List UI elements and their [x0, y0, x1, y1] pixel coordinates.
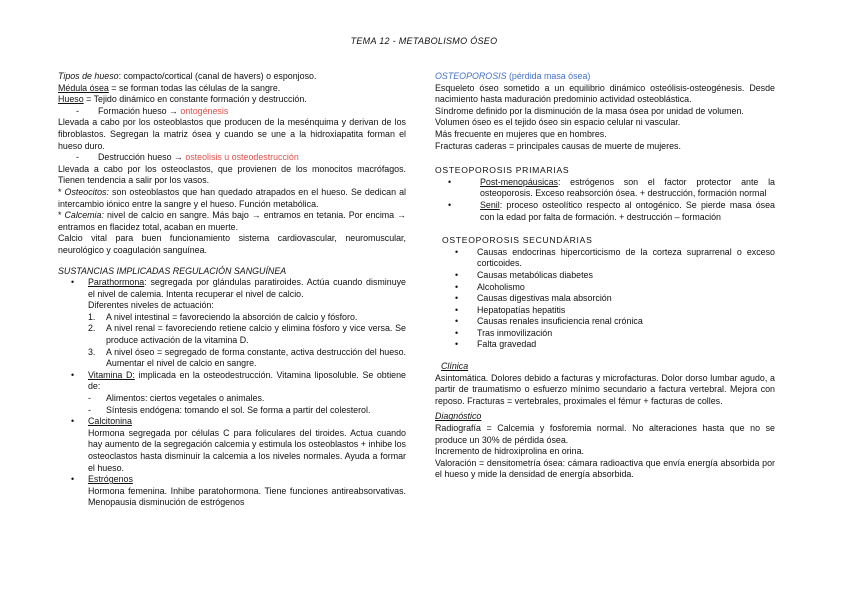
list-item: • Causas metabólicas diabetes: [435, 270, 775, 282]
senil-text: : proceso osteolítico respecto al ontogénico. Se pierde masa ósea con la edad por falta de formación. + destrucción – formación: [480, 199, 775, 222]
osteocitos-label: Osteocitos:: [64, 186, 109, 197]
list-item-estrogenos: [58, 474, 406, 509]
list-item-calcitonina: [58, 416, 406, 474]
osteocitos-note: [58, 187, 406, 210]
vitamina-d-label: Vitamina D:: [88, 369, 135, 380]
diag-line: Incremento de hidroxiprolina en orina.: [435, 446, 584, 457]
primarias-heading: OSTEOPOROSIS PRIMARIAS: [435, 165, 570, 176]
osteo-line: Más frecuente en mujeres que en hombres.: [435, 128, 607, 139]
postmeno-label: Post-menopáusicas: [480, 176, 558, 187]
osteo-line: Fracturas caderas = principales causas de muerte de mujeres.: [435, 140, 681, 151]
item-number: 1.: [88, 311, 96, 322]
osteo-line: Volumen óseo es el tejido óseo sin espacio celular ni vascular.: [435, 117, 681, 128]
niveles-label: Diferentes niveles de actuación:: [88, 300, 214, 311]
nivel-item: [58, 323, 406, 346]
formacion-label: Formación hueso →: [98, 105, 181, 116]
nivel-item: [58, 312, 406, 324]
note-star: *: [58, 210, 65, 221]
osteo-line: Esqueleto óseo sometido a un equilibrio dinámico osteólisis-osteogénesis. Desde nacimiento hasta maduración predominio actividad osteoblástica.: [435, 82, 775, 105]
list-item: • Alcoholismo: [435, 282, 775, 294]
parathormona-label: Parathormona: [88, 277, 145, 288]
clinica-text: Asintomática. Dolores debido a facturas y microfacturas. Dolor dorso lumbar agudo, a partir de traumatismo o esfuerzo mínimo secundario a factura vertebral. Mejora con reposo. Fracturas = vertebrales, proximales el fémur + facturas de colles.: [435, 372, 775, 406]
medula-osea: [58, 83, 406, 95]
nivel-item: [58, 347, 406, 370]
sustancias-list: [58, 277, 406, 509]
item-text: A nivel intestinal = favoreciendo la absorción de calcio y fósforo.: [106, 311, 358, 322]
calcemia-note: [58, 210, 406, 233]
formacion-desc: Llevada a cabo por los osteoblastos que producen de la mesénquima y derivan de los fibroblastos. Segregan la matriz ósea y cuando se une a la hidroxiapatita forman el hueso duro.: [58, 117, 406, 151]
osteocitos-text: son osteoblastos que han quedado atrapados en el hueso. Se dedican al intercambio iónico entre la sangre y el hueso. Función metabólica.: [58, 186, 406, 209]
tipos-label: Tipos de hueso: [58, 71, 119, 81]
osteoporosis-title: OSTEOPOROSIS: [435, 71, 507, 81]
diagnostico-heading: Diagnóstico: [435, 411, 482, 422]
destruccion-desc: Llevada a cabo por los osteoclastos, que provienen de los monocitos macrófagos. Tienen tendencia a salir por los vasos.: [58, 163, 406, 186]
left-column: [58, 71, 406, 509]
tipos-text: : compacto/cortical (canal de havers) o esponjoso.: [118, 71, 317, 81]
senil-label: Senil: [480, 199, 500, 210]
clinica-heading: Clínica: [441, 361, 469, 372]
calcio-text: Calcio vital para buen funcionamiento sistema cardiovascular, neuromuscular, neurológico y coagulación sanguínea.: [58, 233, 406, 255]
list-item: • Hepatopatías hepatitis: [435, 305, 775, 317]
item-text: A nivel óseo = segregado de forma constante, activa destrucción del hueso. Aumentar el nivel de calcio en sangre.: [106, 346, 406, 369]
parathormona-text: : segregada por glándulas paratiroides. Actúa cuando disminuye el nivel de calemia. Intenta recuperar el nivel de calcio.: [88, 277, 406, 299]
sustancias-heading: SUSTANCIAS IMPLICADAS REGULACIÓN SANGUÍNEA: [58, 265, 287, 276]
estrogenos-label: Estrógenos: [88, 474, 133, 485]
destruccion-term: osteolisis u osteodestrucción: [185, 152, 299, 163]
postmeno-text: : estrógenos son el factor protector ante la osteoporosis. Exceso reabsorción ósea. + destrucción, formación normal: [480, 176, 775, 199]
secundarias-list: [435, 247, 775, 351]
list-item: • Causas digestivas mala absorción: [435, 293, 775, 305]
primarias-list: [435, 177, 775, 223]
calcemia-label: Calcemia:: [64, 210, 104, 221]
hueso-def: [58, 94, 406, 106]
calcitonina-text: Hormona segregada por células C para foliculares del tiroides. Actua cuando hay aumento de la segregación calcemia y estimula los osteoblastos + inhibe los osteoclastos hasta disminuir la calcemia a los niveles normales. Ayuda a formar el hueso.: [88, 427, 406, 473]
osteoporosis-heading: [435, 71, 775, 83]
item-number: 2.: [88, 323, 96, 334]
osteoporosis-subtitle: (pérdida masa ósea): [506, 71, 591, 81]
osteo-line: Síndrome definido por la disminución de la masa ósea por unidad de volumen.: [435, 105, 744, 116]
list-item: • Tras inmovilización: [435, 328, 775, 340]
estrogenos-text: Hormona femenina. Inhibe paratohormona. Tiene funciones antireabsorvativas. Menopausia disminución de estrógenos: [88, 485, 406, 508]
destruccion-item: [58, 152, 406, 164]
calcitonina-label: Calcitonina: [88, 416, 132, 427]
hueso-text: = Tejido dinámico en constante formación y destrucción.: [83, 94, 307, 105]
list-item: • Causas renales insuficiencia renal crónica: [435, 316, 775, 328]
medula-label: Médula ósea: [58, 82, 109, 93]
medula-text: = se forman todas las células de la sangre.: [108, 82, 281, 93]
item-text: A nivel renal = favoreciendo retiene calcio y elimina fósforo y vice versa. Se produce activación de la vitamina D.: [106, 323, 406, 346]
list-item-senil: [435, 200, 775, 223]
note-star: *: [58, 186, 65, 197]
list-item-parathormona: [58, 277, 406, 312]
list-item: • Causas endocrinas hipercorticismo de la corteza suprarrenal o exceso corticoides.: [435, 247, 775, 270]
diag-line: Radiografía = Calcemia y fosforemia normal. No alteraciones hasta que no se produce un 30% de pérdida ósea.: [435, 423, 775, 445]
hueso-label: Hueso: [58, 94, 84, 105]
document-title: TEMA 12 - METABOLISMO ÓSEO: [350, 36, 498, 46]
secundarias-heading: OSTEOPOROSIS SECUNDÁRIAS: [442, 235, 593, 246]
list-item-postmenopausicas: [435, 177, 775, 200]
list-item-vitamina-d: [58, 370, 406, 393]
formacion-item: [58, 106, 406, 118]
diag-line: Valoración = densitometría ósea: cámara radioactiva que envía energía absorbida por el hueso y mide la densidad de energía absorbida.: [435, 457, 775, 480]
right-column: [435, 71, 775, 481]
vitd-source: - Alimentos: ciertos vegetales o animales.: [58, 393, 406, 405]
item-number: 3.: [88, 346, 96, 357]
formacion-term: ontogénesis: [180, 105, 229, 116]
list-item: • Falta gravedad: [435, 339, 775, 351]
vitamina-d-text: implicada en la osteodestrucción. Vitamina liposoluble. Se obtiene de:: [88, 369, 406, 392]
calcemia-text: nivel de calcio en sangre. Más bajo → entramos en tetania. Por encima → entramos en flacidez total, acaban en muerte.: [58, 210, 406, 232]
vitd-source: - Síntesis endógena: tomando el sol. Se forma a partir del colesterol.: [58, 405, 406, 417]
destruccion-label: Destrucción hueso →: [98, 152, 186, 163]
tipos-hueso: [58, 71, 406, 83]
